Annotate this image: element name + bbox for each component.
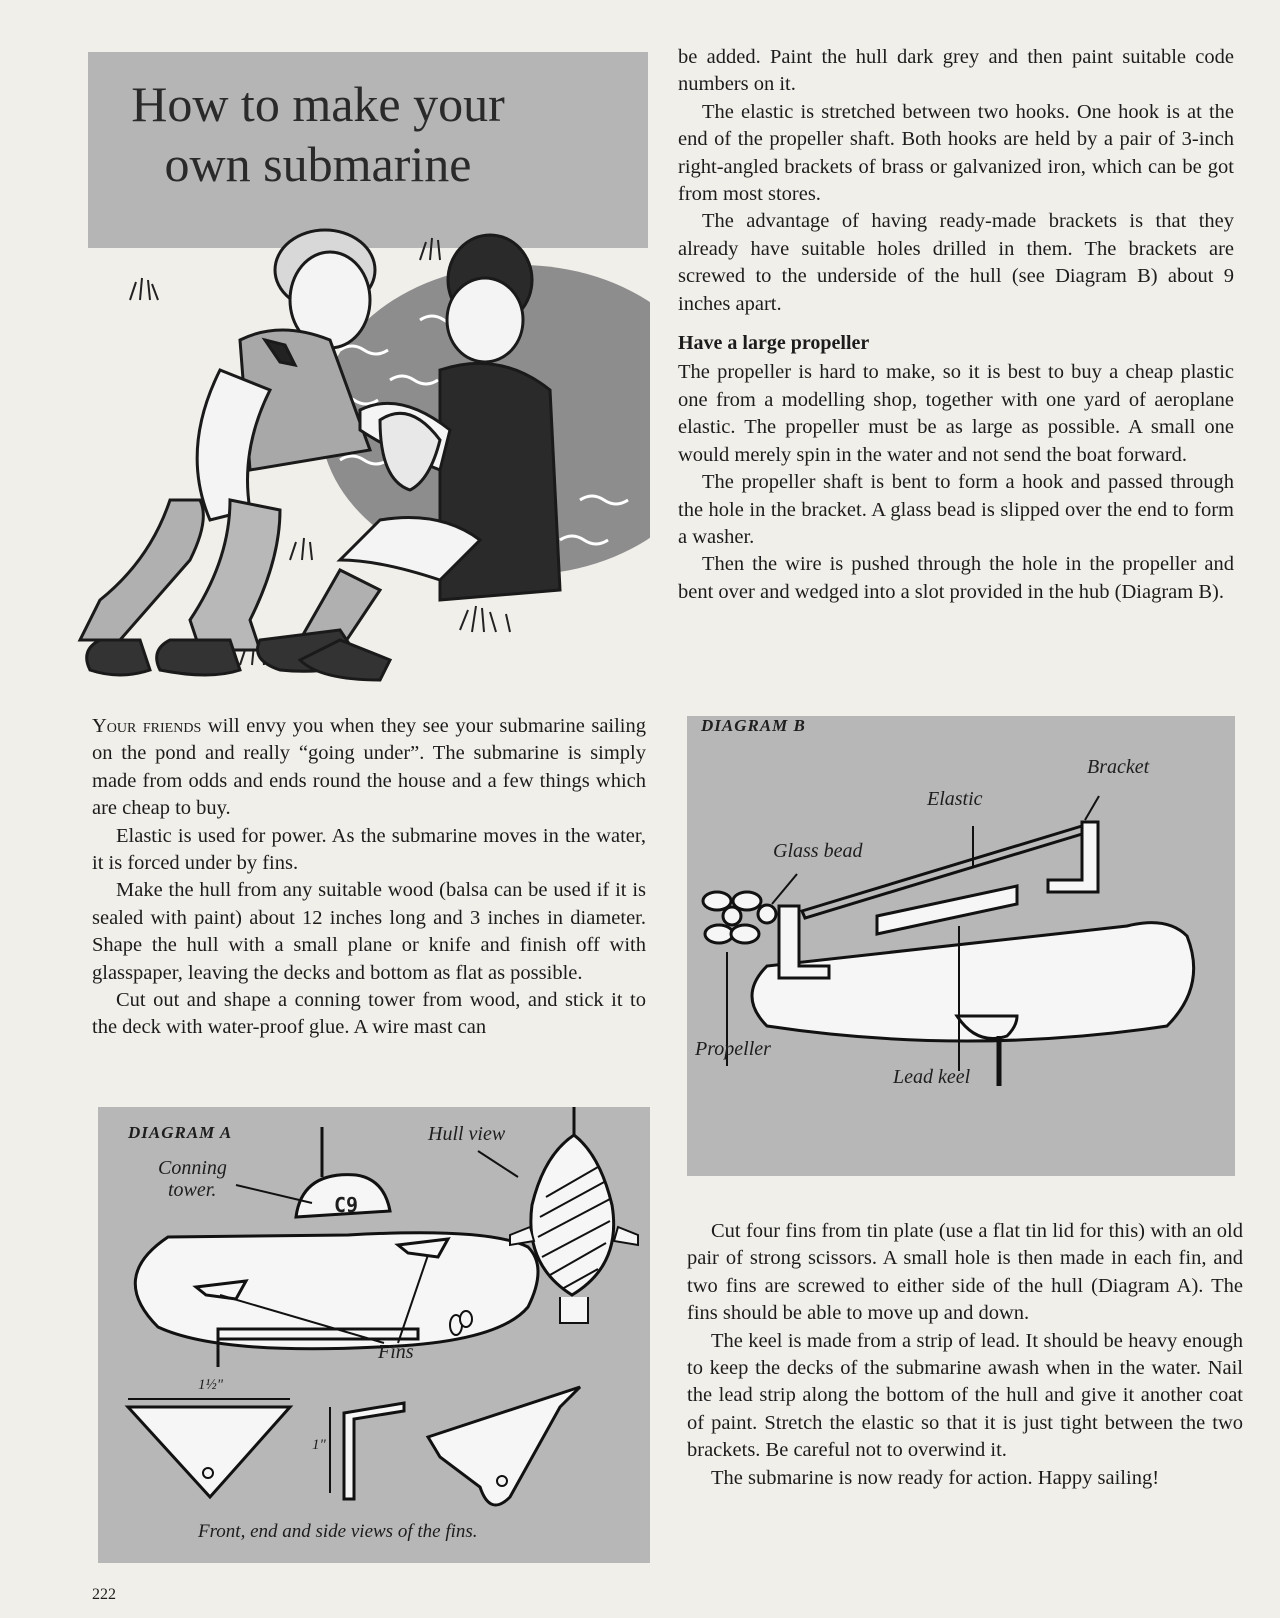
code-number: C9 xyxy=(334,1193,359,1217)
glass-bead-label: Glass bead xyxy=(773,840,863,862)
diagram-b xyxy=(687,716,1235,1176)
paragraph: The propeller shaft is bent to form a hook and passed through the hole in the bracket. A glass bead is slipped over the end to form a washer. xyxy=(678,471,1234,548)
diagram-a xyxy=(98,1107,650,1563)
glass-bead xyxy=(758,905,776,923)
paragraph: Then the wire is pushed through the hole in the propeller and bent over and wedged into a slot provided in the hub (Diagram B). xyxy=(678,553,1234,603)
paragraph: Elastic is used for power. As the submarine moves in the water, it is forced under by fins. xyxy=(92,824,646,875)
fin-front-view xyxy=(128,1407,290,1497)
diagram-b-title: DIAGRAM B xyxy=(701,716,806,735)
paragraph: The submarine is now ready for action. Happy sailing! xyxy=(711,1466,1160,1489)
paragraph: The propeller is hard to make, so it is best to buy a cheap plastic one from a modelling shop, together with one yard of aeroplane elastic. The propeller must be as large as possible. A small one would merely spin in the water and not send the boat forward. xyxy=(678,361,1234,466)
page-number: 222 xyxy=(92,1586,116,1603)
paragraph: Cut out and shape a conning tower from wood, and stick it to the deck with water-proof glue. A wire mast can xyxy=(92,989,646,1039)
paragraph: be added. Paint the hull dark grey and then paint suitable code numbers on it. xyxy=(678,46,1234,96)
fin-end-view xyxy=(344,1403,404,1499)
paragraph: The advantage of having ready-made brackets is that they already have suitable holes drilled in them. The brackets are screwed to the underside of the hull (see Diagram B) about 9 inches apart. xyxy=(678,210,1234,315)
intro-paragraph xyxy=(92,713,646,823)
paragraph: The keel is made from a strip of lead. It should be heavy enough to keep the decks of the submarine awash when in the water. Nail the lead strip along the bottom of the hull and give it another coat of paint. Stretch the elastic so that it is just tight between the two brackets. Be careful not to overwind it. xyxy=(687,1329,1243,1462)
paragraph: Cut four fins from tin plate (use a flat tin lid for this) with an old pair of strong scissors. A small hole is then made in each fin, and two fins are screwed to either side of the hull (Diagram A). The fins should be able to move up and down. xyxy=(687,1220,1243,1325)
lead-keel-label: Lead keel xyxy=(893,1066,971,1088)
right-column-bottom-text xyxy=(687,1218,1243,1492)
intro-smallcaps: Your friends xyxy=(92,715,202,737)
width-measure: 1½" xyxy=(198,1377,224,1393)
propeller-b xyxy=(703,892,761,943)
fins-label: Fins xyxy=(378,1341,414,1363)
paragraph: Make the hull from any suitable wood (balsa can be used if it is sealed with paint) about 12 inches long and 3 inches in diameter. Shape the hull with a small plane or knife and finish off with glasspaper, leaving the decks and bottom as flat as possible. xyxy=(92,879,646,984)
title-panel xyxy=(88,52,648,248)
section-heading: Have a large propeller xyxy=(678,332,870,355)
paragraph: The elastic is stretched between two hooks. One hook is at the end of the propeller shaft. Both hooks are held by a pair of 3-inch right-angled brackets of brass or galvanized iron, which can be got from most stores. xyxy=(678,100,1234,206)
diagram-b-drawing xyxy=(687,716,1235,1176)
height-measure: 1" xyxy=(312,1437,326,1453)
boys-illustration xyxy=(40,220,650,690)
conning-label: Conning xyxy=(158,1157,227,1179)
fin-side-view xyxy=(428,1387,580,1505)
page-title: How to make your own submarine xyxy=(131,76,505,192)
left-column-text xyxy=(92,713,646,1042)
intro-text: will envy you when they see your submarine sailing on the pond and really “going under”. The submarine is simply made from odds and ends round the house and a few things which are cheap to buy. xyxy=(92,715,647,820)
diagram-a-title: DIAGRAM A xyxy=(128,1123,233,1142)
propeller-label: Propeller xyxy=(695,1038,771,1060)
hull-view-label: Hull view xyxy=(428,1123,506,1145)
right-column-top-text xyxy=(678,44,1234,606)
deck-strip xyxy=(877,886,1017,934)
keel-strip xyxy=(218,1329,418,1339)
diagram-a-caption: Front, end and side views of the fins. xyxy=(198,1521,478,1542)
elastic-label: Elastic xyxy=(927,788,983,810)
tower-label: tower. xyxy=(168,1179,217,1201)
bracket-label: Bracket xyxy=(1087,756,1150,778)
